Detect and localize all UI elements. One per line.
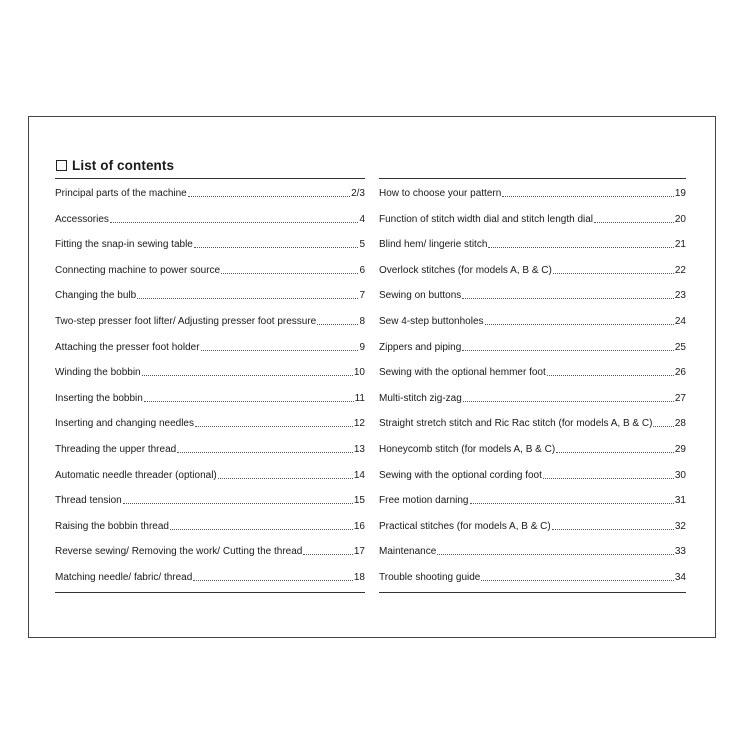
toc-leader-dots xyxy=(142,365,353,376)
toc-entry-page: 30 xyxy=(674,469,686,481)
toc-entry xyxy=(379,364,686,390)
toc-entry-title: Maintenance xyxy=(379,546,437,558)
toc-entry-page: 11 xyxy=(354,392,365,404)
toc-entry-title: Thread tension xyxy=(55,495,122,507)
toc-entry-title: Free motion darning xyxy=(379,495,469,507)
toc-leader-dots xyxy=(502,186,674,197)
toc-leader-dots xyxy=(553,263,674,274)
toc-entry-title: Two-step presser foot lifter/ Adjusting presser foot pressure xyxy=(55,315,317,327)
toc-leader-dots xyxy=(193,570,353,581)
toc-entry xyxy=(55,339,365,365)
toc-leader-dots xyxy=(462,340,674,351)
toc-entry-page: 14 xyxy=(353,469,365,481)
column-bottom-rule-right xyxy=(379,592,686,593)
toc-entry-title: Principal parts of the machine xyxy=(55,188,187,199)
column-bottom-rule-left xyxy=(55,592,365,593)
toc-entry xyxy=(55,518,365,544)
toc-entry-page: 20 xyxy=(674,213,686,225)
toc-entry-page: 16 xyxy=(353,520,365,532)
toc-entry xyxy=(379,543,686,569)
toc-entry xyxy=(379,262,686,288)
toc-entry-title: Matching needle/ fabric/ thread xyxy=(55,571,193,583)
toc-entry-page: 6 xyxy=(359,264,365,276)
toc-entry xyxy=(55,543,365,569)
toc-entry xyxy=(55,262,365,288)
toc-leader-dots xyxy=(488,237,673,248)
toc-entry xyxy=(379,569,686,595)
checkbox-icon xyxy=(56,160,67,171)
toc-entry-title: Blind hem/ lingerie stitch xyxy=(379,239,488,251)
toc-leader-dots xyxy=(110,212,359,223)
toc-entry xyxy=(55,313,365,339)
toc-entry-title: Inserting and changing needles xyxy=(55,418,194,430)
toc-entry xyxy=(379,287,686,313)
toc-entry-title: Attaching the presser foot holder xyxy=(55,341,200,353)
toc-entry xyxy=(55,364,365,390)
toc-entry-page: 19 xyxy=(674,188,686,199)
toc-entry xyxy=(55,441,365,467)
toc-entry-title: Inserting the bobbin xyxy=(55,392,143,404)
toc-entry-title: Changing the bulb xyxy=(55,290,137,302)
toc-entry xyxy=(55,236,365,262)
toc-entry xyxy=(379,518,686,544)
toc-entry xyxy=(379,390,686,416)
toc-entry-page: 18 xyxy=(353,571,365,583)
toc-entry-title: Overlock stitches (for models A, B & C) xyxy=(379,264,552,276)
toc-entry-title: Straight stretch stitch and Ric Rac stitch (for models A, B & C) xyxy=(379,418,653,430)
toc-entry-page: 34 xyxy=(674,571,686,583)
toc-leader-dots xyxy=(218,468,353,479)
toc-entry-page: 7 xyxy=(359,290,365,302)
toc-leader-dots xyxy=(201,340,359,351)
toc-entry-page: 17 xyxy=(353,546,365,558)
toc-entry-title: Raising the bobbin thread xyxy=(55,520,169,532)
toc-entry xyxy=(379,313,686,339)
toc-entry xyxy=(55,415,365,441)
toc-leader-dots xyxy=(144,391,354,402)
toc-entry-page: 5 xyxy=(359,239,365,251)
toc-entry-page: 31 xyxy=(674,495,686,507)
toc-leader-dots xyxy=(221,263,358,274)
toc-entry-title: Winding the bobbin xyxy=(55,367,141,379)
toc-leader-dots xyxy=(481,570,674,581)
toc-leader-dots xyxy=(194,237,359,248)
toc-entry-page: 4 xyxy=(359,213,365,225)
toc-entry xyxy=(379,185,686,211)
toc-leader-dots xyxy=(653,416,673,427)
toc-leader-dots xyxy=(594,212,674,223)
toc-leader-dots xyxy=(137,288,358,299)
toc-entry xyxy=(55,467,365,493)
toc-leader-dots xyxy=(303,544,353,555)
toc-entry xyxy=(55,390,365,416)
toc-entry-page: 13 xyxy=(353,443,365,455)
toc-entry-page: 33 xyxy=(674,546,686,558)
toc-entry-page: 21 xyxy=(674,239,686,251)
toc-leader-dots xyxy=(317,314,358,325)
toc-leader-dots xyxy=(543,468,674,479)
toc-entry-page: 2/3 xyxy=(351,188,365,199)
toc-entry-title: Automatic needle threader (optional) xyxy=(55,469,217,481)
toc-entry xyxy=(379,467,686,493)
toc-entry xyxy=(379,441,686,467)
toc-entry-page: 8 xyxy=(359,315,365,327)
toc-entry-title: Sewing on buttons xyxy=(379,290,462,302)
toc-entry xyxy=(55,211,365,237)
toc-entry-page: 9 xyxy=(359,341,365,353)
toc-entry-page: 15 xyxy=(353,495,365,507)
toc-leader-dots xyxy=(463,391,674,402)
toc-entry-title: Threading the upper thread xyxy=(55,443,177,455)
toc-entry-title: Function of stitch width dial and stitch length dial xyxy=(379,213,594,225)
toc-leader-dots xyxy=(177,442,353,453)
toc-entry xyxy=(55,287,365,313)
toc-entry xyxy=(379,339,686,365)
toc-entry-title: Fitting the snap-in sewing table xyxy=(55,239,193,251)
toc-entry-page: 27 xyxy=(674,392,686,404)
toc-leader-dots xyxy=(462,288,674,299)
toc-leader-dots xyxy=(170,519,353,530)
toc-entry xyxy=(379,211,686,237)
toc-entry-title: Connecting machine to power source xyxy=(55,264,221,276)
toc-entry-page: 26 xyxy=(674,367,686,379)
toc-entry-page: 28 xyxy=(674,418,686,430)
toc-entry xyxy=(55,185,365,211)
toc-entry-page: 32 xyxy=(674,520,686,532)
toc-entry-title: Reverse sewing/ Removing the work/ Cutting the thread xyxy=(55,546,303,558)
toc-entry-title: How to choose your pattern xyxy=(379,188,502,199)
toc-entry xyxy=(379,492,686,518)
toc-leader-dots xyxy=(437,544,674,555)
contents-column-left xyxy=(55,178,365,595)
toc-entry-page: 23 xyxy=(674,290,686,302)
toc-entry-page: 10 xyxy=(353,367,365,379)
toc-leader-dots xyxy=(485,314,674,325)
toc-entry-page: 22 xyxy=(674,264,686,276)
toc-entry-title: Accessories xyxy=(55,213,109,225)
toc-entry-title: Sewing with the optional hemmer foot xyxy=(379,367,546,379)
toc-leader-dots xyxy=(547,365,674,376)
contents-heading xyxy=(56,158,174,173)
toc-leader-dots xyxy=(123,493,353,504)
toc-leader-dots xyxy=(556,442,674,453)
toc-leader-dots xyxy=(195,416,353,427)
toc-entry-page: 25 xyxy=(674,341,686,353)
toc-entry-page: 24 xyxy=(674,315,686,327)
toc-entry xyxy=(379,236,686,262)
toc-entry-title: Sewing with the optional cording foot xyxy=(379,469,542,481)
toc-leader-dots xyxy=(188,186,350,197)
toc-entry-title: Multi-stitch zig-zag xyxy=(379,392,462,404)
toc-entry xyxy=(55,569,365,595)
toc-leader-dots xyxy=(470,493,674,504)
toc-entry xyxy=(55,492,365,518)
toc-leader-dots xyxy=(552,519,674,530)
toc-entry-title: Honeycomb stitch (for models A, B & C) xyxy=(379,443,556,455)
toc-entry-title: Zippers and piping xyxy=(379,341,462,353)
toc-entry-title: Sew 4-step buttonholes xyxy=(379,315,484,327)
toc-entry xyxy=(379,415,686,441)
toc-entry-title: Practical stitches (for models A, B & C) xyxy=(379,520,551,532)
contents-column-right xyxy=(379,178,686,595)
toc-entry-page: 29 xyxy=(674,443,686,455)
toc-entry-page: 12 xyxy=(353,418,365,430)
page-title: List of contents xyxy=(72,158,175,173)
toc-entry-title: Trouble shooting guide xyxy=(379,571,481,583)
